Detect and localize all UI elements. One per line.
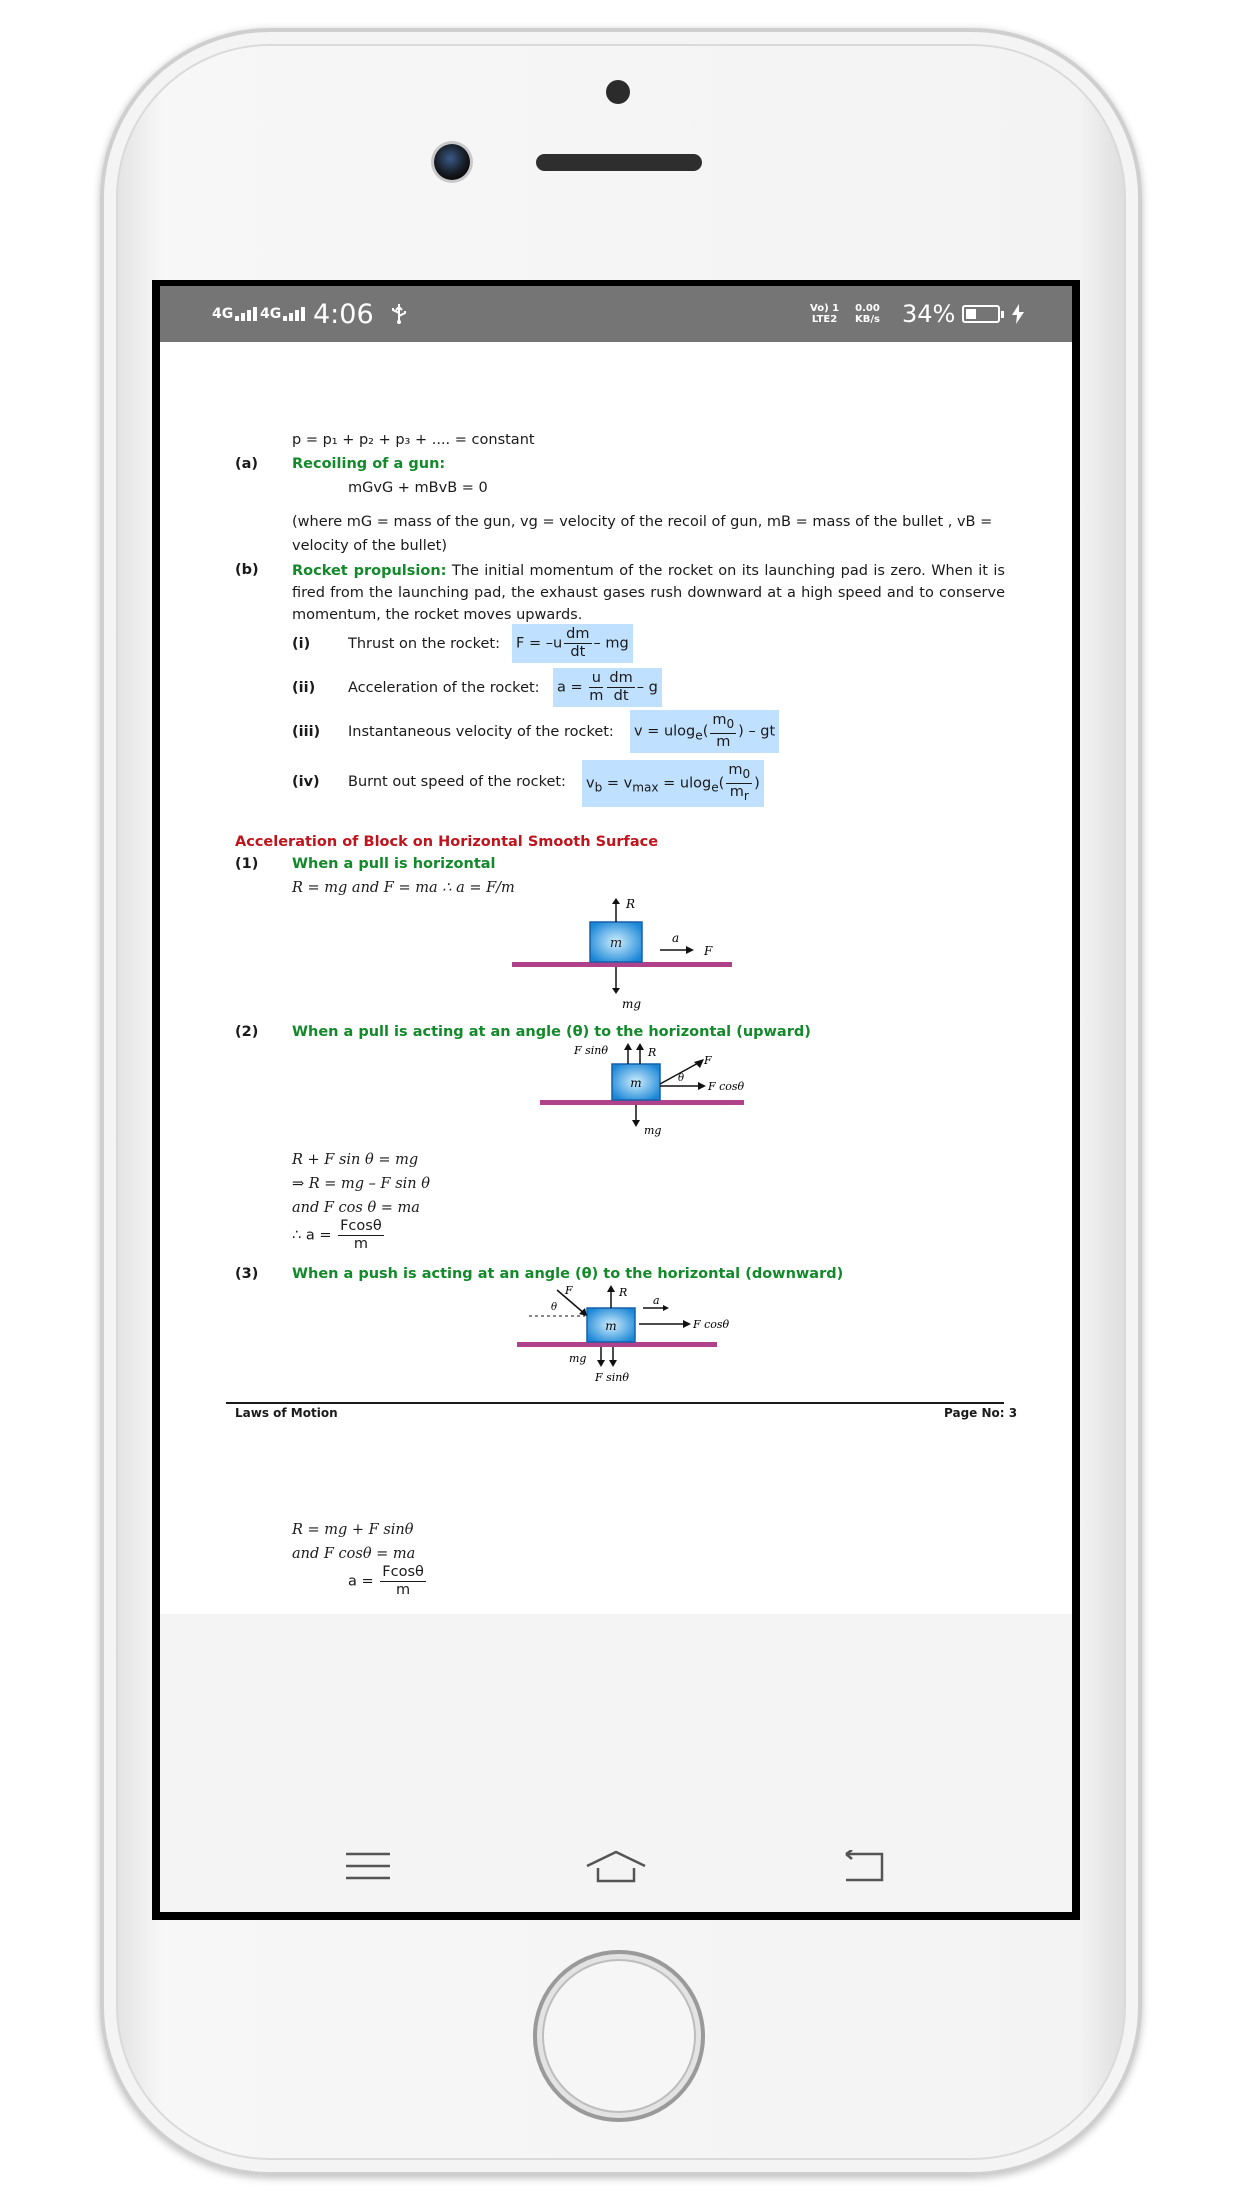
normal-force-label: R bbox=[619, 1286, 628, 1299]
empty-area bbox=[160, 1614, 1072, 1826]
battery-percent: 34% bbox=[902, 300, 956, 328]
diagram-upward-pull bbox=[540, 1042, 750, 1142]
sub-iii-marker: (iii) bbox=[292, 724, 321, 740]
footer-right: Page No: 3 bbox=[944, 1406, 1018, 1420]
case-3-marker: (3) bbox=[235, 1266, 259, 1282]
back-icon bbox=[838, 1850, 886, 1882]
speed-value: 0.00 bbox=[855, 303, 880, 314]
case-2-title: When a pull is acting at an angle (θ) to the horizontal (upward) bbox=[292, 1024, 811, 1040]
menu-button[interactable] bbox=[338, 1840, 398, 1892]
usb-icon bbox=[390, 286, 408, 342]
battery-icon bbox=[962, 286, 1000, 342]
normal-force-label: R bbox=[626, 898, 636, 911]
lte-text: LTE2 bbox=[811, 314, 838, 325]
case-1-marker: (1) bbox=[235, 856, 259, 872]
sub-i-label: Thrust on the rocket: bbox=[348, 636, 500, 652]
case-2-eq2: ⇒ R = mg – F sin θ bbox=[292, 1176, 430, 1192]
recoil-note-line2: velocity of the bullet) bbox=[292, 538, 447, 554]
proximity-sensor bbox=[606, 80, 630, 104]
network-type-2: 4G bbox=[260, 306, 282, 322]
item-b-title: Rocket propulsion: bbox=[292, 563, 447, 579]
case-2-eq3: and F cos θ = ma bbox=[292, 1200, 420, 1216]
item-b-text: The initial momentum of the rocket on its launching pad is zero. When it is fired from the launching pad, the exhaust gases rush downward at a high speed and to conserve momentum, the rocket moves upwards. bbox=[292, 563, 1005, 623]
network-type-1: 4G bbox=[212, 306, 234, 322]
footer-divider bbox=[226, 1402, 1004, 1404]
sub-iii-label: Instantaneous velocity of the rocket: bbox=[348, 724, 614, 740]
theta-label: θ bbox=[551, 1302, 558, 1313]
page2-eq1: R = mg + F sinθ bbox=[292, 1522, 414, 1538]
menu-icon bbox=[346, 1851, 390, 1881]
f-sin-label: F sinθ bbox=[595, 1371, 629, 1384]
theta-label: θ bbox=[678, 1073, 685, 1084]
signal-bars-icon bbox=[235, 307, 257, 321]
force-label: F bbox=[565, 1284, 573, 1297]
sub-iv-marker: (iv) bbox=[292, 774, 320, 790]
page2-eq2: and F cosθ = ma bbox=[292, 1546, 416, 1562]
normal-force-label: R bbox=[648, 1046, 657, 1059]
weight-label: mg bbox=[569, 1352, 587, 1365]
item-b-paragraph bbox=[292, 560, 1005, 626]
sub-i-marker: (i) bbox=[292, 636, 311, 652]
sub-ii-marker: (ii) bbox=[292, 680, 316, 696]
page2-result: a = $\frac{Fcos\theta}{m}$ bbox=[348, 1564, 424, 1598]
force-label: F bbox=[704, 944, 713, 958]
item-a-title: Recoiling of a gun: bbox=[292, 456, 446, 472]
thrust-formula: F = –u $\frac{dm}{dt}$ – mg bbox=[512, 624, 633, 663]
force-label: F bbox=[704, 1054, 712, 1067]
case-1-title: When a pull is horizontal bbox=[292, 856, 496, 872]
weight-label: mg bbox=[622, 997, 642, 1011]
case-2-marker: (2) bbox=[235, 1024, 259, 1040]
eq-conservation: p = p₁ + p₂ + p₃ + .... = constant bbox=[292, 432, 535, 448]
front-camera bbox=[434, 144, 470, 180]
case-1-equation: R = mg and F = ma ∴ a = F/m bbox=[292, 880, 515, 896]
recoil-note-line1: (where mG = mass of the gun, vg = velocity of the recoil of gun, mB = mass of the bullet , vB = bbox=[292, 514, 993, 530]
battery-fill bbox=[966, 309, 976, 319]
signal-1 bbox=[212, 286, 257, 342]
weight-label: mg bbox=[644, 1124, 662, 1137]
f-cos-label: F cosθ bbox=[708, 1080, 745, 1093]
mass-label: m bbox=[630, 1076, 642, 1090]
f-cos-label: F cosθ bbox=[693, 1318, 730, 1331]
signal-2 bbox=[260, 286, 305, 342]
clock: 4:06 bbox=[313, 298, 374, 330]
mass-label: m bbox=[609, 936, 623, 951]
navigation-bar bbox=[160, 1826, 1072, 1912]
mass-label: m bbox=[605, 1319, 617, 1333]
speed-unit: KB/s bbox=[855, 314, 880, 325]
earpiece-speaker bbox=[536, 154, 702, 171]
acceleration-formula: a = $\frac{u}{m}$ $\frac{dm}{dt}$ – g bbox=[553, 668, 662, 707]
sub-iv-label: Burnt out speed of the rocket: bbox=[348, 774, 566, 790]
f-sin-label: F sinθ bbox=[574, 1044, 608, 1057]
burnout-formula: $v_b = v_{max} = ulog_e$( $\frac{m_0}{m_r}$ ) bbox=[582, 760, 764, 807]
signal-bars-icon bbox=[283, 307, 305, 321]
accel-label: a bbox=[653, 1294, 660, 1307]
case-2-result: ∴ a = $\frac{Fcos\theta}{m}$ bbox=[292, 1218, 382, 1252]
footer-left: Laws of Motion bbox=[235, 1406, 338, 1420]
back-button[interactable] bbox=[832, 1840, 892, 1892]
eq-recoil: mGvG + mBvB = 0 bbox=[348, 480, 488, 496]
volte-text: Vo) 1 bbox=[810, 303, 840, 314]
diagram-horizontal-pull bbox=[510, 898, 740, 1014]
home-nav-button[interactable] bbox=[586, 1840, 646, 1892]
item-a-marker: (a) bbox=[235, 456, 259, 472]
network-speed bbox=[855, 286, 880, 342]
status-bar bbox=[160, 286, 1072, 342]
diagram-downward-push bbox=[515, 1284, 745, 1392]
case-3-title: When a push is acting at an angle (θ) to the horizontal (downward) bbox=[292, 1266, 844, 1282]
sub-ii-label: Acceleration of the rocket: bbox=[348, 680, 540, 696]
home-icon bbox=[586, 1849, 646, 1883]
item-b-marker: (b) bbox=[235, 562, 259, 578]
section-title: Acceleration of Block on Horizontal Smooth Surface bbox=[235, 834, 659, 850]
accel-label: a bbox=[672, 931, 680, 945]
screen bbox=[152, 280, 1080, 1920]
home-button[interactable] bbox=[533, 1950, 705, 2122]
case-2-eq1: R + F sin θ = mg bbox=[292, 1152, 419, 1168]
charging-icon bbox=[1012, 286, 1024, 342]
volte-indicator bbox=[810, 286, 839, 342]
velocity-formula: v = ulog$_e$( $\frac{m_0}{m}$ ) – gt bbox=[630, 710, 779, 753]
